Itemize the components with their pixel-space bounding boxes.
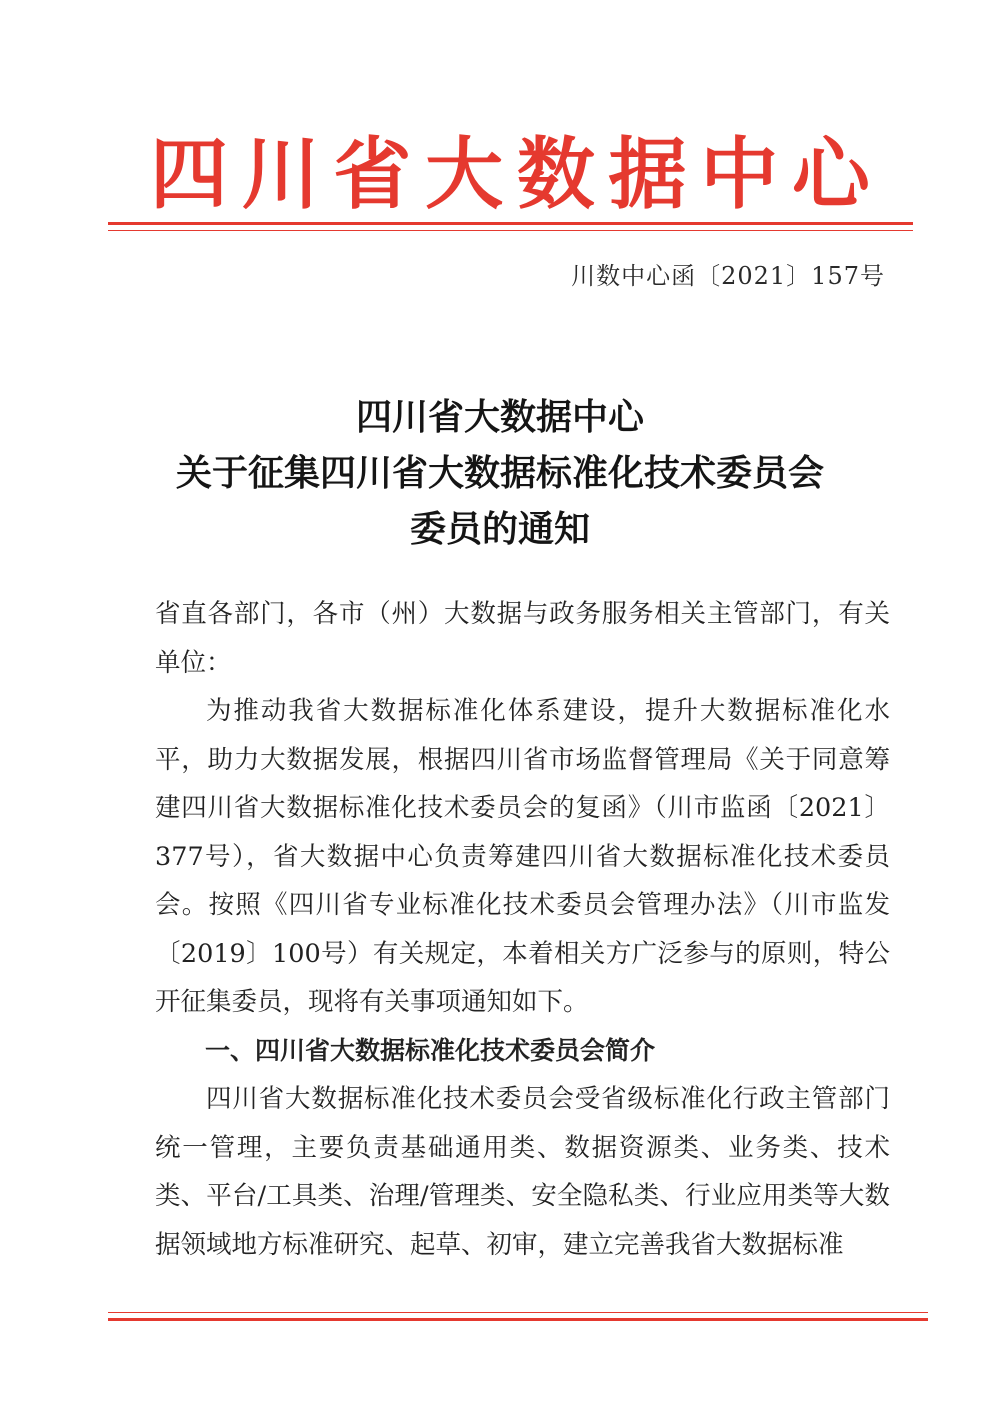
notice-body	[155, 590, 890, 1269]
intro-paragraph: 为推动我省大数据标准化体系建设，提升大数据标准化水平，助力大数据发展，根据四川省市场监督管理局《关于同意筹建四川省大数据标准化技术委员会的复函》（川市监函〔2021〕377号），省大数据中心负责筹建四川省大数据标准化技术委员会。按照《四川省专业标准化技术委员会管理办法》（川市监发〔2019〕100号）有关规定，本着相关方广泛参与的原则，特公开征集委员，现将有关事项通知如下。	[155, 696, 890, 1017]
letterhead-char: 心	[791, 129, 870, 220]
footer-divider-thick	[108, 1318, 928, 1321]
notice-title	[0, 390, 1000, 558]
letterhead-char: 大	[425, 129, 504, 220]
letterhead	[150, 120, 870, 230]
letterhead-char: 四	[150, 129, 229, 220]
letterhead-char: 数	[516, 129, 595, 220]
letterhead-divider-thick	[108, 222, 913, 225]
document-number: 川数中心函〔2021〕157号	[571, 262, 885, 290]
footer-divider-thin	[108, 1312, 928, 1313]
letterhead-char: 中	[700, 129, 779, 220]
title-line-3: 委员的通知	[409, 509, 590, 550]
letterhead-char: 据	[608, 129, 687, 220]
salutation: 省直各部门，各市（州）大数据与政务服务相关主管部门，有关单位：	[155, 599, 890, 678]
letterhead-char: 省	[333, 129, 412, 220]
title-line-1: 四川省大数据中心	[355, 397, 644, 438]
title-line-2: 关于征集四川省大数据标准化技术委员会	[175, 453, 824, 494]
letterhead-divider-thin	[108, 230, 913, 231]
section-heading: 一、四川省大数据标准化技术委员会简介	[205, 1035, 656, 1065]
letterhead-char: 川	[241, 129, 320, 220]
section-paragraph: 四川省大数据标准化技术委员会受省级标准化行政主管部门统一管理，主要负责基础通用类、数据资源类、业务类、技术类、平台/工具类、治理/管理类、安全隐私类、行业应用类等大数据领域地方标准研究、起草、初审，建立完善我省大数据标准	[155, 1084, 890, 1260]
